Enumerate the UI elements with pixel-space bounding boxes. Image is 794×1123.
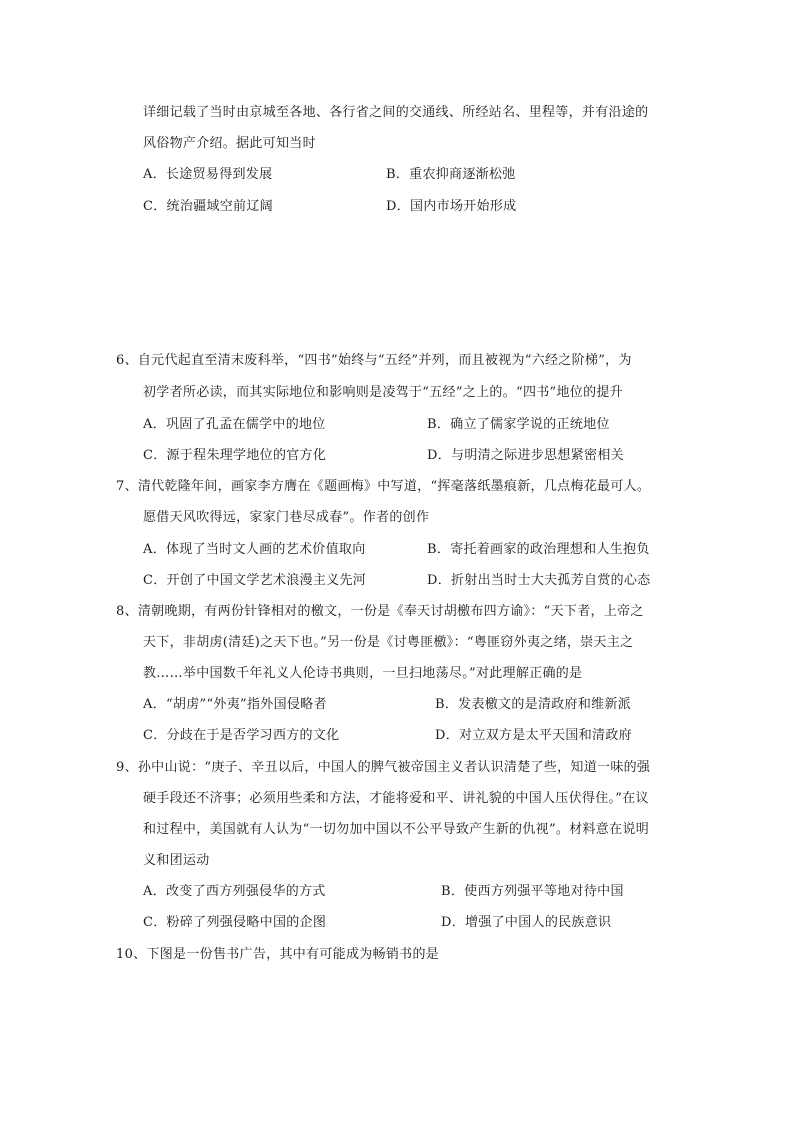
q8-stem-line-2: 天下，非胡虏(清廷)之天下也。”另一份是《讨粤匪檄》：“粤匪窃外夷之绪，崇天主之 xyxy=(143,635,634,650)
q6-stem-line-1: 6、自元代起直至清末废科举，“四书”始终与“五经”并列，而且被视为“六经之阶梯”，为 xyxy=(116,353,632,368)
q9-stem-line-1: 9、孙中山说：“庚子、辛丑以后，中国人的脾气被帝国主义者认识清楚了些，知道一味的强 xyxy=(116,760,651,775)
q5-option-c: C．统治疆域空前辽阔 xyxy=(143,199,273,214)
q6-option-b: B．确立了儒家学说的正统地位 xyxy=(427,417,610,432)
q10-stem-line-1: 10、下图是一份售书广告，其中有可能成为畅销书的是 xyxy=(116,947,440,962)
q6-option-d: D．与明清之际进步思想紧密相关 xyxy=(427,448,624,463)
q8-option-b: B．发表檄文的是清政府和维新派 xyxy=(435,697,632,712)
q5-stem-line-2: 风俗物产介绍。据此可知当时 xyxy=(143,136,316,151)
q7-option-c: C．开创了中国文学艺术浪漫主义先河 xyxy=(143,573,367,588)
q9-option-d: D．增强了中国人的民族意识 xyxy=(441,915,612,930)
q5-stem-line-1: 详细记载了当时由京城至各地、各行省之间的交通线、所经站名、里程等，并有沿途的 xyxy=(143,105,649,120)
q9-stem-line-4: 义和团运动 xyxy=(143,853,210,868)
q6-option-a: A．巩固了孔孟在儒学中的地位 xyxy=(143,417,326,432)
q8-option-a: A．“胡虏”“外夷”指外国侵略者 xyxy=(143,697,327,712)
q8-option-c: C．分歧在于是否学习西方的文化 xyxy=(143,728,340,743)
q5-option-a: A．长途贸易得到发展 xyxy=(143,167,273,182)
q9-option-a: A．改变了西方列强侵华的方式 xyxy=(143,884,326,899)
q8-stem-line-3: 教……举中国数千年礼义人伦诗书典则，一旦扫地荡尽。”对此理解正确的是 xyxy=(143,666,583,681)
q7-option-d: D．折射出当时士大夫孤芳自赏的心态 xyxy=(427,573,651,588)
q6-option-c: C．源于程朱理学地位的官方化 xyxy=(143,448,327,463)
q8-option-d: D．对立双方是太平天国和清政府 xyxy=(435,728,632,743)
q7-stem-line-2: 愿借天风吹得远，家家门巷尽成春”。作者的创作 xyxy=(143,510,430,525)
q7-option-a: A．体现了当时文人画的艺术价值取向 xyxy=(143,542,366,557)
q7-option-b: B．寄托着画家的政治理想和人生抱负 xyxy=(427,542,650,557)
q5-option-b: B．重农抑商逐渐松弛 xyxy=(386,167,516,182)
q5-option-d: D．国内市场开始形成 xyxy=(386,199,517,214)
q9-option-c: C．粉碎了列强侵略中国的企图 xyxy=(143,915,327,930)
q9-option-b: B．使西方列强平等地对待中国 xyxy=(441,884,624,899)
q7-stem-line-1: 7、清代乾隆年间，画家李方膺在《题画梅》中写道，“挥毫落纸墨痕新，几点梅花最可人。 xyxy=(116,479,651,494)
q8-stem-line-1: 8、清朝晚期，有两份针锋相对的檄文，一份是《奉天讨胡檄布四方谕》：“天下者，上帝之 xyxy=(116,604,644,619)
q9-stem-line-2: 硬手段还不济事；必须用些柔和方法，才能将爱和平、讲礼貌的中国人压伏得住。”在议 xyxy=(143,791,649,806)
q9-stem-line-3: 和过程中，美国就有人认为“一切勿加中国以不公平导致产生新的仇视”。材料意在说明 xyxy=(143,822,649,837)
q6-stem-line-2: 初学者所必读，而其实际地位和影响则是凌驾于“五经”之上的。“四书”地位的提升 xyxy=(143,385,623,400)
